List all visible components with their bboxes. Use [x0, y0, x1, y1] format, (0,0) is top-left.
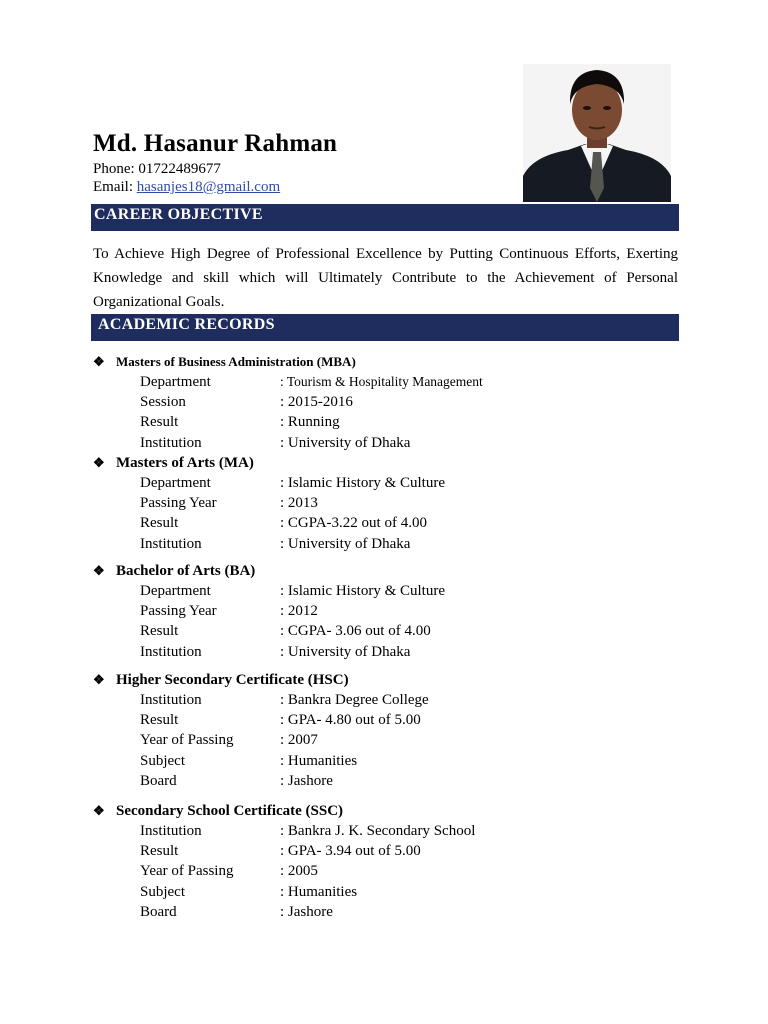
record-value: : CGPA- 3.06 out of 4.00	[280, 623, 431, 640]
degree-title	[93, 561, 693, 581]
record-label: Board	[140, 772, 177, 789]
record-label: Institution	[140, 643, 202, 660]
record-label: Institution	[140, 434, 202, 451]
degree-ma	[93, 453, 693, 554]
record-value: : CGPA-3.22 out of 4.00	[280, 515, 427, 532]
record-value: : University of Dhaka	[280, 434, 411, 451]
record-label: Subject	[140, 883, 185, 900]
diamond-bullet-icon: ❖	[93, 672, 105, 687]
record-label: Institution	[140, 823, 202, 839]
diamond-bullet-icon: ❖	[93, 455, 105, 470]
record-row	[93, 513, 693, 533]
record-label: Department	[140, 583, 211, 599]
degree-title-text: Secondary School Certificate (SSC)	[116, 803, 344, 819]
record-label: Subject	[140, 752, 185, 769]
record-value: : 2007	[280, 732, 318, 749]
record-label: Year of Passing	[140, 863, 234, 880]
record-row	[93, 902, 693, 922]
degree-ba	[93, 561, 693, 662]
record-row	[93, 642, 693, 662]
record-label: Result	[140, 515, 179, 532]
degree-title-text: Masters of Business Administration (MBA)	[116, 354, 356, 369]
record-value: : 2013	[280, 495, 318, 512]
record-row	[93, 621, 693, 641]
record-row	[93, 861, 693, 881]
record-label: Result	[140, 623, 179, 640]
candidate-name: Md. Hasanur Rahman	[93, 130, 338, 157]
record-value: : Bankra Degree College	[280, 692, 429, 708]
record-label: Session	[140, 394, 186, 411]
record-row	[93, 433, 693, 453]
record-row	[93, 392, 693, 412]
record-value: : 2012	[280, 603, 318, 620]
record-label: Result	[140, 712, 179, 729]
phone-label: Phone:	[93, 161, 135, 177]
record-label: Passing Year	[140, 495, 217, 512]
record-row	[93, 882, 693, 902]
record-row	[93, 493, 693, 513]
record-value: : 2015-2016	[280, 394, 353, 411]
record-value: : University of Dhaka	[280, 535, 411, 552]
record-value: : Tourism & Hospitality Management	[280, 374, 483, 389]
record-row	[93, 581, 693, 601]
record-value: : GPA- 3.94 out of 5.00	[280, 843, 421, 860]
record-label: Passing Year	[140, 603, 217, 620]
diamond-bullet-icon: ❖	[93, 354, 105, 369]
record-value: : Islamic History & Culture	[280, 583, 445, 599]
record-row	[93, 751, 693, 771]
degree-title-text: Bachelor of Arts (BA)	[116, 563, 256, 579]
record-value: : 2005	[280, 863, 318, 880]
career-objective-text: To Achieve High Degree of Professional Excellence by Putting Continuous Efforts, Exerting Knowledge and skill which will Ultimately Contribute to the Achievement of Personal Organizational Goals.	[93, 246, 678, 310]
phone-number: 01722489677	[138, 161, 221, 177]
record-label: Board	[140, 903, 177, 920]
degree-title	[93, 670, 693, 690]
record-row	[93, 372, 693, 392]
degree-title	[93, 453, 693, 473]
record-label: Department	[140, 475, 211, 491]
record-value: : Humanities	[280, 883, 358, 900]
record-label: Result	[140, 843, 179, 860]
record-value: : Bankra J. K. Secondary School	[280, 823, 476, 839]
record-row	[93, 730, 693, 750]
record-row	[93, 821, 693, 841]
degree-title-text: Higher Secondary Certificate (HSC)	[116, 672, 349, 688]
degree-title	[93, 352, 693, 372]
degree-ssc	[93, 801, 693, 922]
career-objective-heading: CAREER OBJECTIVE	[91, 204, 679, 231]
record-value: : University of Dhaka	[280, 643, 411, 660]
record-row	[93, 771, 693, 791]
record-label: Department	[140, 374, 211, 390]
record-value: : Jashore	[280, 772, 333, 789]
portrait-image	[523, 64, 671, 202]
degree-mba	[93, 352, 693, 453]
profile-photo	[523, 64, 671, 202]
academic-records-heading: ACADEMIC RECORDS	[91, 314, 679, 341]
diamond-bullet-icon: ❖	[93, 803, 105, 818]
record-row	[93, 710, 693, 730]
diamond-bullet-icon: ❖	[93, 563, 105, 578]
phone-line	[93, 161, 221, 178]
record-label: Year of Passing	[140, 732, 234, 749]
degree-title	[93, 801, 693, 821]
record-row	[93, 412, 693, 432]
email-line	[93, 179, 280, 196]
record-value: : Jashore	[280, 903, 333, 920]
record-value: : Humanities	[280, 752, 358, 769]
record-label: Institution	[140, 535, 202, 552]
record-value: : Running	[280, 414, 340, 431]
degree-title-text: Masters of Arts (MA)	[116, 455, 254, 471]
record-value: : GPA- 4.80 out of 5.00	[280, 712, 421, 729]
record-label: Result	[140, 414, 179, 431]
record-row	[93, 841, 693, 861]
record-row	[93, 601, 693, 621]
record-label: Institution	[140, 692, 202, 708]
email-label: Email:	[93, 179, 133, 195]
record-row	[93, 473, 693, 493]
email-link[interactable]: hasanjes18@gmail.com	[136, 179, 281, 195]
record-value: : Islamic History & Culture	[280, 475, 445, 491]
record-row	[93, 690, 693, 710]
record-row	[93, 534, 693, 554]
degree-hsc	[93, 670, 693, 791]
